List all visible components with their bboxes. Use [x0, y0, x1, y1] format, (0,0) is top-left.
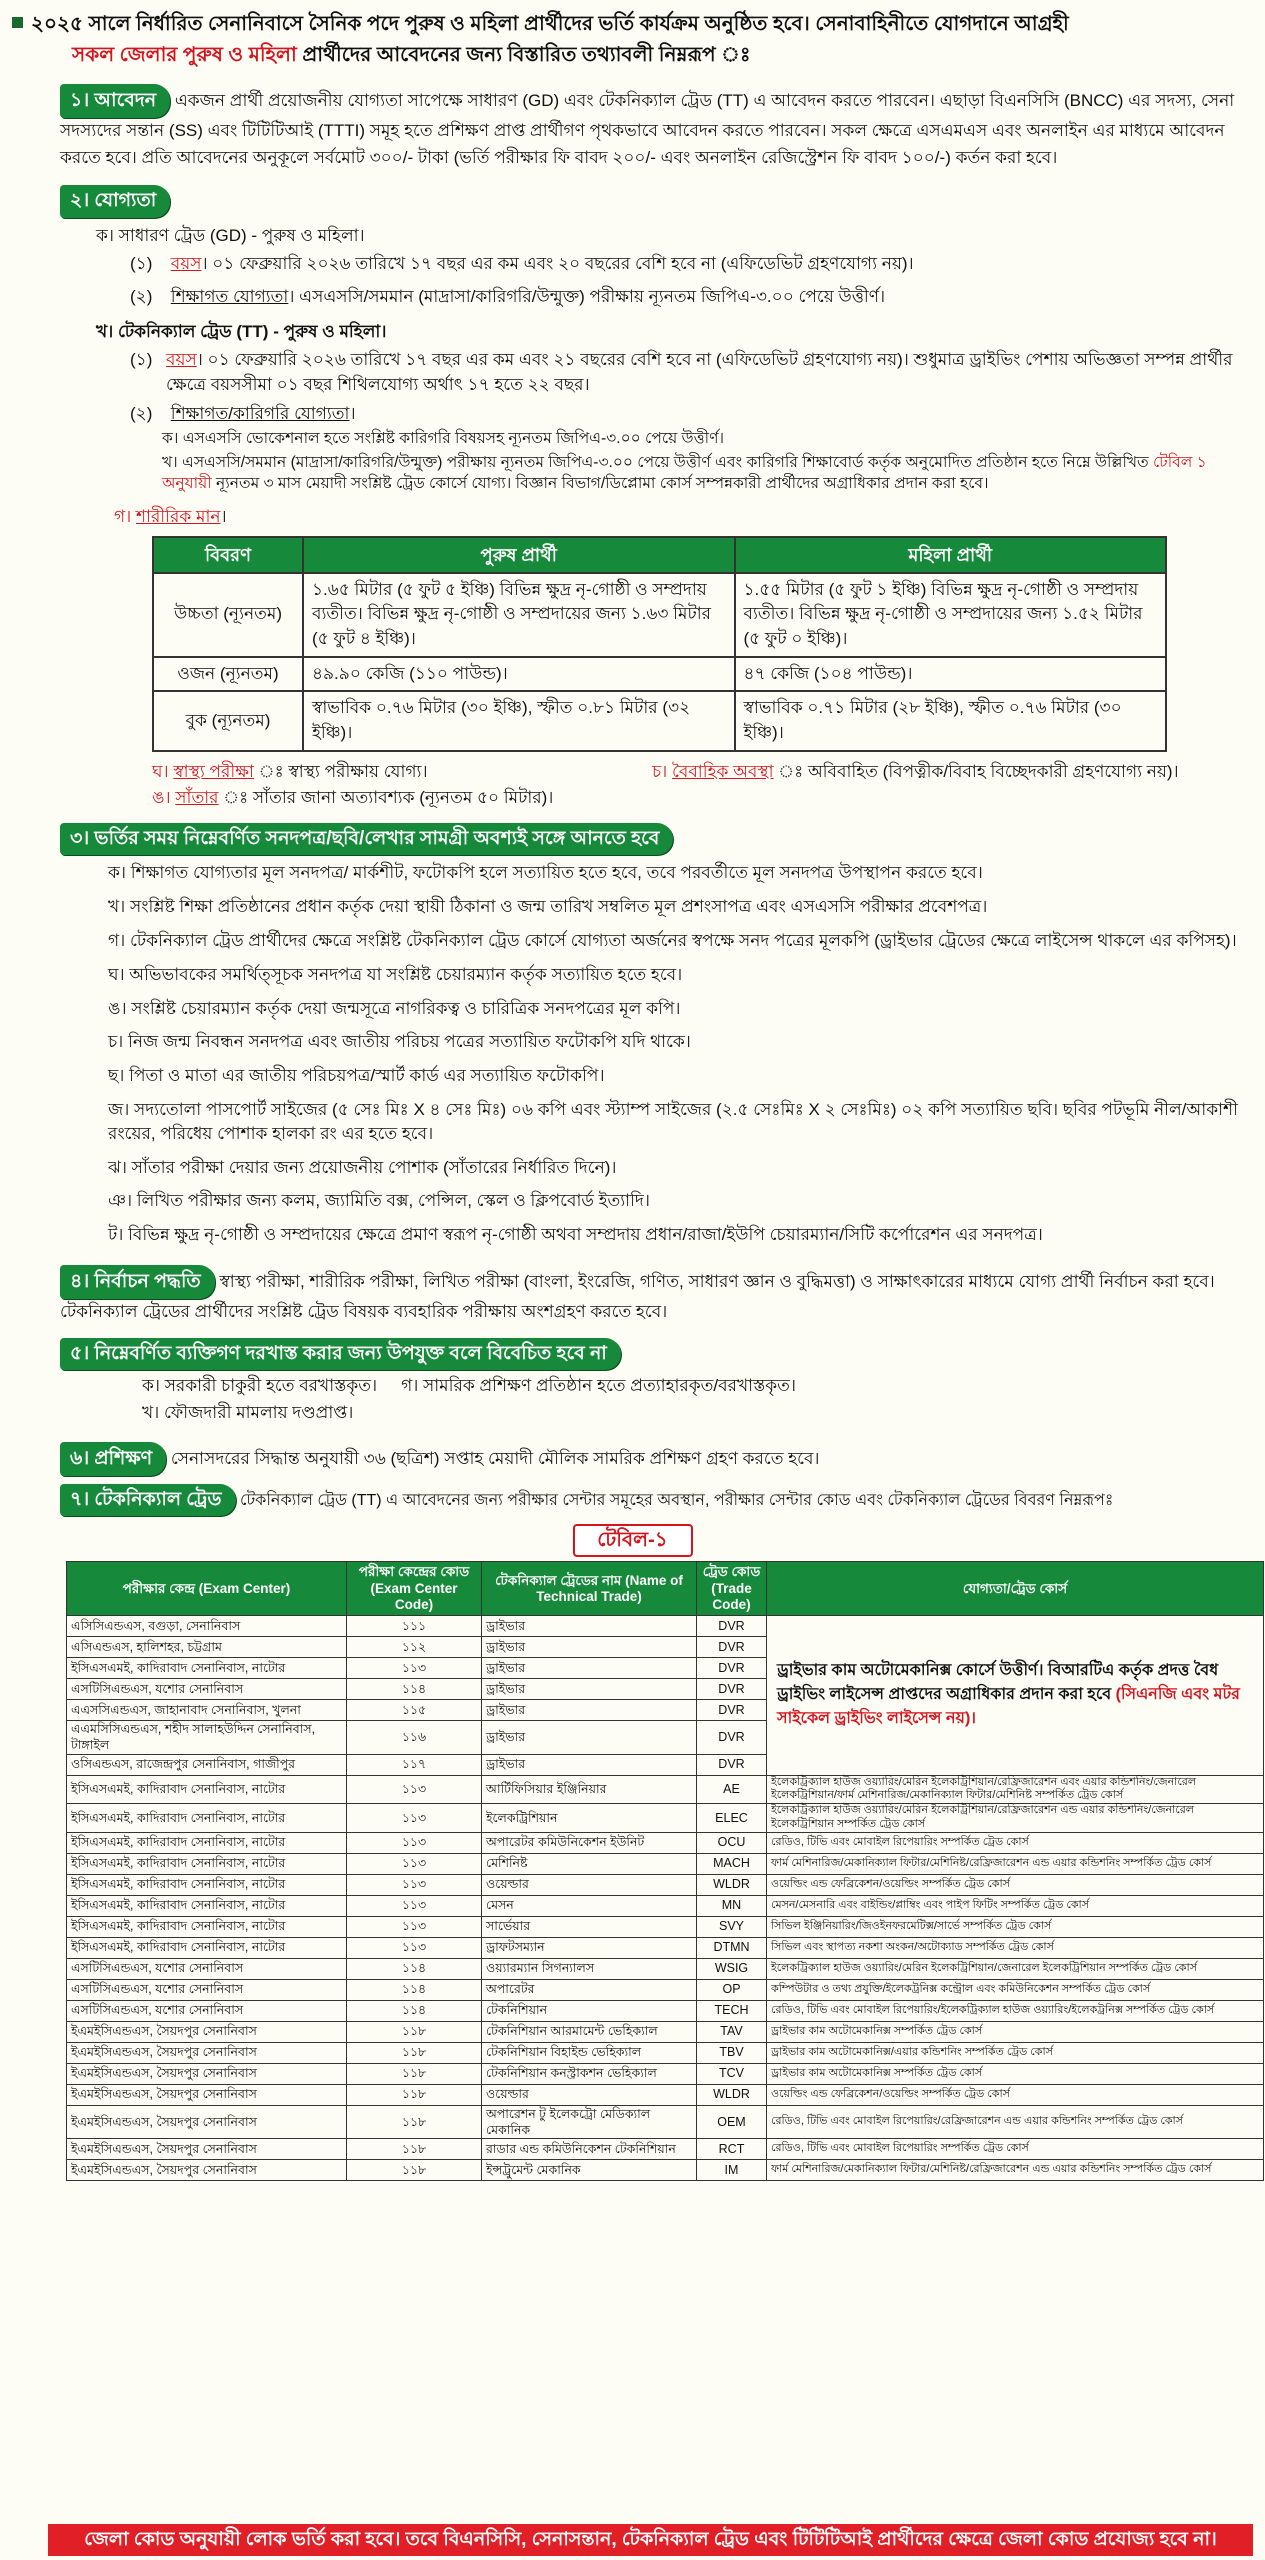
cell-center: ইসিএসএমই, কাদিরাবাদ সেনানিবাস, নাটোর: [67, 1853, 347, 1874]
cell-code: ১১১: [347, 1616, 482, 1637]
cell-trade: ড্রাইভার: [482, 1754, 697, 1775]
cell-trade: মেসন: [482, 1895, 697, 1916]
cell-trade: ওয়েল্ডার: [482, 1874, 697, 1895]
cell-trade: ড্রাইভার: [482, 1700, 697, 1721]
table-row: [67, 1832, 1264, 1853]
cell-course: ফার্ম মেশিনারিজ/মেকানিক্যাল ফিটার/মেশিনিষ্ট/রেফ্রিজারেশন এন্ড এয়ার কন্ডিশনিং সম্পর্কিত ট্রেড কোর্স: [767, 1853, 1264, 1874]
cell-code: ১১৩: [347, 1937, 482, 1958]
cell-center: এসটিসিএন্ডএস, যশোর সেনানিবাস: [67, 1958, 347, 1979]
header-line-2: সকল জেলার পুরুষ ও মহিলা প্রার্থীদের আবেদনের জন্য বিস্তারিত তথ্যাবলী নিম্নরূপ ঃ: [72, 44, 751, 66]
cell-center: এএমসিসিএন্ডএস, শহীদ সালাহউদ্দিন সেনানিবাস, টাঙ্গাইল: [67, 1721, 347, 1755]
cell-trade: ওয়েল্ডার: [482, 2084, 697, 2105]
technical-education: (২) শিক্ষাগত/কারিগরি যোগ্যতা।: [130, 403, 356, 423]
cell-center: ইএমইসিএন্ডএস, সৈয়দপুর সেনানিবাস: [67, 2021, 347, 2042]
table-row: ওজন (ন্যূনতম) ৪৯.৯০ কেজি (১১০ পাউন্ড)। ৪৭ কেজি (১০৪ পাউন্ড)।: [153, 657, 1166, 692]
cell-course: ড্রাইভার কাম অটোমেকানিক্স/এয়ার কন্ডিশনিং সম্পর্কিত ট্রেড কোর্স: [767, 2042, 1264, 2063]
cell-trade: ড্রাইভার: [482, 1679, 697, 1700]
table-1-label: টেবিল-১: [573, 1524, 693, 1557]
cell-code: ১১৮: [347, 2105, 482, 2139]
section-badge-2: ২। যোগ্যতা: [60, 185, 170, 218]
cell-code: ১১৬: [347, 1721, 482, 1755]
cell-center: ইসিএসএমই, কাদিরাবাদ সেনানিবাস, নাটোর: [67, 1916, 347, 1937]
technical-trade-text: টেকনিক্যাল ট্রেড (TT) এ আবেদনের জন্য পরীক্ষার সেন্টার সমূহের অবস্থান, পরীক্ষার সেন্টার কোড এবং টেকনিক্যাল ট্রেডের বিবরণ নিম্নরূপঃ: [239, 1491, 1114, 1509]
general-trade-title: ক। সাধারণ ট্রেড (GD) - পুরুষ ও মহিলা।: [96, 225, 365, 245]
cell-code: ১১৪: [347, 1958, 482, 1979]
section-badge-3: ৩। ভর্তির সময় নিম্নেবর্ণিত সনদপত্র/ছবি/লেখার সামগ্রী অবশ্যই সঙ্গে আনতে হবে: [60, 823, 673, 856]
section-technical-trade: [12, 1484, 1253, 1517]
cell-course: ইলেকট্রিক্যাল হাউজ ওয়্যারিং/মেরিন ইলেকট্রিশিয়ান/রেফ্রিজারেশন এবং এয়ার কন্ডিশনিং/জেনারেল ইলেকট্রিশিয়ান/ফার্ম মেশিনারিজ/মেকানিক্যাল ফিটার/মেশিনিষ্ট সম্পর্কিত ট্রেড কোর্স: [767, 1775, 1264, 1804]
cell-code: ১১৩: [347, 1775, 482, 1804]
col-trade-name: টেকনিক্যাল ট্রেডের নাম (Name of Technical Trade): [482, 1562, 697, 1616]
cell-tcode: DVR: [697, 1679, 767, 1700]
cell-trade: ড্রাইভার: [482, 1658, 697, 1679]
cell-center: এসটিসিএন্ডএস, যশোর সেনানিবাস: [67, 1979, 347, 2000]
section-eligibility: [12, 185, 1253, 218]
cell-trade: ড্রাইভার: [482, 1721, 697, 1755]
cell-course: ওয়েল্ডিং এন্ড ফেব্রিকেশন/ওয়েল্ডিং সম্পর্কিত ট্রেড কোর্স: [767, 1874, 1264, 1895]
training-text: সেনাসদরের সিদ্ধান্ত অনুযায়ী ৩৬ (ছত্রিশ) সপ্তাহ মেয়াদী মৌলিক সামরিক প্রশিক্ষণ গ্রহণ করতে হবে।: [170, 1448, 820, 1468]
list-item: ঝ। সাঁতার পরীক্ষা দেয়ার জন্য প্রয়োজনীয় পোশাক (সাঁতারের নির্ধারিত দিনে)।: [108, 1157, 617, 1177]
physical-standard-table: [152, 536, 1167, 752]
cell-tcode: OEM: [697, 2105, 767, 2139]
cell-trade: ড্রাইভার: [482, 1637, 697, 1658]
table-row: বুক (ন্যূনতম) স্বাভাবিক ০.৭৬ মিটার (৩০ ইঞ্চি), স্ফীত ০.৮১ মিটার (৩২ ইঞ্চি)। স্বাভাবিক ০.৭১ মিটার (২৮ ইঞ্চি), স্ফীত ০.৭৬ মিটার (৩০ ইঞ্চি)।: [153, 691, 1166, 750]
cell-course: সিভিল ইঞ্জিনিয়ারিং/জিওইনফরমেটিক্স/সার্ভে সম্পর্কিত ট্রেড কোর্স: [767, 1916, 1264, 1937]
cell-course: ফার্ম মেশিনারিজ/মেকানিক্যাল ফিটার/মেশিনিষ্ট/রেফ্রিজারেশন এন্ড এয়ার কন্ডিশনিং সম্পর্কিত ট্রেড কোর্স: [767, 2160, 1264, 2181]
table-row: [67, 2000, 1264, 2021]
cell-center: ইসিএসএমই, কাদিরাবাদ সেনানিবাস, নাটোর: [67, 1832, 347, 1853]
col-center-code: পরীক্ষা কেন্দ্রের কোড (Exam Center Code): [347, 1562, 482, 1616]
cell-trade: সার্ভেয়ার: [482, 1916, 697, 1937]
cell-code: ১১৪: [347, 2000, 482, 2021]
selection-text: স্বাস্থ্য পরীক্ষা, শারীরিক পরীক্ষা, লিখিত পরীক্ষা (বাংলা, ইংরেজি, গণিত, সাধারণ জ্ঞান ও বুদ্ধিমত্তা) ও সাক্ষাৎকারের মাধ্যমে যোগ্য প্রার্থী নির্বাচন করা হবে। টেকনিক্যাল ট্রেডের প্রার্থীদের সংশ্লিষ্ট ট্রেড বিষয়ক ব্যবহারিক পরীক্ষায় অংশগ্রহণ করতে হবে।: [60, 1271, 1215, 1322]
cell-tcode: TCV: [697, 2063, 767, 2084]
cell-course: রেডিও, টিভি এবং মোবাইল রিপেয়ারিং সম্পর্কিত ট্রেড কোর্স: [767, 2139, 1264, 2160]
list-item: গ। টেকনিক্যাল ট্রেড প্রার্থীদের ক্ষেত্রে সংশ্লিষ্ট টেকনিক্যাল ট্রেড কোর্সে যোগ্যতা অর্জনের স্বপক্ষে সনদ পত্রের মূলকপি (ড্রাইভার ট্রেডের ক্ষেত্রে লাইসেন্স থাকলে এর কপিসহ)।: [108, 930, 1237, 950]
list-item: ঙ। সংশ্লিষ্ট চেয়ারম্যান কর্তৃক দেয়া জন্মসূত্রে নাগরিকত্ব ও চারিত্রিক সনদপত্রের মূল কপি।: [108, 998, 681, 1018]
table-row: [67, 1979, 1264, 2000]
cell-tcode: DVR: [697, 1721, 767, 1755]
cell-code: ১১৫: [347, 1700, 482, 1721]
section-badge-1: ১। আবেদন: [60, 84, 170, 118]
cell-course: ইলেকট্রিক্যাল হাউজ ওয়্যারিং/মেরিন ইলেকট্রিশিয়ান/জেনারেল ইলেকট্রিশিয়ান সম্পর্কিত ট্রেড কোর্স: [767, 1958, 1264, 1979]
cell-tcode: ELEC: [697, 1804, 767, 1833]
section-badge-4: ৪। নির্বাচন পদ্ধতি: [60, 1265, 215, 1299]
cell-center: ইএমইসিএন্ডএস, সৈয়দপুর সেনানিবাস: [67, 2063, 347, 2084]
section-badge-7: ৭। টেকনিক্যাল ট্রেড: [60, 1484, 236, 1517]
cell-trade: মেশিনিষ্ট: [482, 1853, 697, 1874]
cell-center: ইএমইসিএন্ডএস, সৈয়দপুর সেনানিবাস: [67, 2105, 347, 2139]
cell-tcode: DVR: [697, 1637, 767, 1658]
cell-code: ১১৩: [347, 1895, 482, 1916]
cell-course: সিভিল এবং স্থাপত্য নকশা অংকন/অটোক্যাড সম্পর্কিত ট্রেড কোর্স: [767, 1937, 1264, 1958]
cell-tcode: DTMN: [697, 1937, 767, 1958]
list-item: জ। সদ্যতোলা পাসপোর্ট সাইজের (৫ সেঃ মিঃ X ৪ সেঃ মিঃ) ০৬ কপি এবং স্ট্যাম্প সাইজের (২.৫ সেঃমিঃ X ২ সেঃমিঃ) ০২ কপি সত্যায়িত ছবি। ছবির পটভূমি নীল/আকাশী রংয়ের, পরিধেয় পোশাক হালকা রং এর হতে হবে।: [108, 1099, 1238, 1143]
cell-course: ইলেকট্রিক্যাল হাউজ ওয়্যারিং/মেরিন ইলেকট্রিশিয়ান/রেফ্রিজারেশন এন্ড এয়ার কন্ডিশনিং/জেনারেল ইলেকট্রিশিয়ান সম্পর্কিত ট্রেড কোর্স: [767, 1804, 1264, 1833]
table-row: [67, 1916, 1264, 1937]
cell-course: ড্রাইভার কাম অটোমেকানিক্স সম্পর্কিত ট্রেড কোর্স: [767, 2063, 1264, 2084]
cell-tcode: OP: [697, 1979, 767, 2000]
col-exam-center: পরীক্ষার কেন্দ্র (Exam Center): [67, 1562, 347, 1616]
list-item: ক। শিক্ষাগত যোগ্যতার মূল সনদপত্র/ মার্কশীট, ফটোকপি হলে সত্যায়িত হতে হবে, তবে পরবর্তীতে মূল সনদপত্র উপস্থাপন করতে হবে।: [108, 863, 983, 883]
section-badge-6: ৬। প্রশিক্ষণ: [60, 1442, 166, 1476]
table-row: [67, 1958, 1264, 1979]
list-item: ঘ। অভিভাবকের সমর্থিত্সূচক সনদপত্র যা সংশ্লিষ্ট চেয়ারম্যান কর্তৃক সত্যায়িত হতে হবে।: [108, 964, 683, 984]
cell-course: কম্পিউটার ও তথ্য প্রযুক্তি/ইলেকট্রনিক্স কন্ট্রোল এবং কমিউনিকেশন সম্পর্কিত ট্রেড কোর্স: [767, 1979, 1264, 2000]
table-row: [67, 1937, 1264, 1958]
cell-code: ১১৩: [347, 1804, 482, 1833]
cell-trade: অপারেটর: [482, 1979, 697, 2000]
technical-education-a: ক। এসএসসি ভোকেশনাল হতে সংশ্লিষ্ট কারিগরি বিষয়সহ ন্যূনতম জিপিএ-৩.০০ পেয়ে উত্তীর্ণ।: [162, 430, 725, 448]
ineligible-row-2: খ। ফৌজদারী মামলায় দণ্ডপ্রাপ্ত।: [142, 1402, 354, 1422]
cell-code: ১১২: [347, 1637, 482, 1658]
physical-standard-title: গ। শারীরিক মান।: [114, 506, 227, 526]
table-row: [67, 2063, 1264, 2084]
cell-center: ইসিএসএমই, কাদিরাবাদ সেনানিবাস, নাটোর: [67, 1874, 347, 1895]
section-documents: [12, 823, 1253, 856]
cell-tcode: MN: [697, 1895, 767, 1916]
cell-center: এসটিসিএন্ডএস, যশোর সেনানিবাস: [67, 1679, 347, 1700]
cell-course: ড্রাইভার কাম অটোমেকানিক্স সম্পর্কিত ট্রেড কোর্স: [767, 2021, 1264, 2042]
cell-code: ১১৮: [347, 2084, 482, 2105]
table-row: [67, 2160, 1264, 2181]
table-row: [67, 1775, 1264, 1804]
general-education: (২) শিক্ষাগত যোগ্যতা। এসএসসি/সমমান (মাদ্রাসা/কারিগরি/উন্মুক্ত) পরীক্ষায় ন্যূনতম জিপিএ-৩.০০ পেয়ে উত্তীর্ণ।: [130, 286, 886, 306]
cell-tcode: WLDR: [697, 2084, 767, 2105]
table-row: [67, 2042, 1264, 2063]
cell-trade: আর্টিফিসিয়ার ইঞ্জিনিয়ার: [482, 1775, 697, 1804]
list-item: ট। বিভিন্ন ক্ষুদ্র নৃ-গোষ্ঠী ও সম্প্রদায়ের ক্ষেত্রে প্রমাণ স্বরূপ নৃ-গোষ্ঠী অথবা সম্প্রদায় প্রধান/রাজা/ইউপি চেয়ারম্যান/সিটি কর্পোরেশন এর সনদপত্র।: [108, 1225, 1043, 1245]
cell-trade: রাডার এন্ড কমিউনিকেশন টেকনিশিয়ান: [482, 2139, 697, 2160]
cell-tcode: TAV: [697, 2021, 767, 2042]
cell-trade: ড্রাফটসম্যান: [482, 1937, 697, 1958]
cell-code: ১১৭: [347, 1754, 482, 1775]
cell-trade: অপারেটর কমিউনিকেশন ইউনিট: [482, 1832, 697, 1853]
cell-driver-course: ড্রাইভার কাম অটোমেকানিক্স কোর্সে উত্তীর্ণ। বিআরটিএ কর্তৃক প্রদত্ত বৈধ ড্রাইভিং লাইসেন্স প্রাপ্তদের অগ্রাধিকার প্রদান করা হবে (সিএনজি এবং মটর সাইকেল ড্রাইভিং লাইসেন্স নয়)।: [767, 1616, 1264, 1776]
cell-course: ওয়েল্ডিং এন্ড ফেব্রিকেশন/ওয়েল্ডিং সম্পর্কিত ট্রেড কোর্স: [767, 2084, 1264, 2105]
cell-code: ১১৩: [347, 1916, 482, 1937]
cell-tcode: TBV: [697, 2042, 767, 2063]
cell-code: ১১৩: [347, 1658, 482, 1679]
cell-tcode: OCU: [697, 1832, 767, 1853]
cell-course: রেডিও, টিভি এবং মোবাইল রিপেয়ারিং/ইলেকট্রিক্যাল হাউজ ওয়্যারিং/ইলেকট্রনিক্স সম্পর্কিত ট্রেড কোর্স: [767, 2000, 1264, 2021]
cell-trade: টেকনিশিয়ান বিহাইন্ড ভেহিক্যাল: [482, 2042, 697, 2063]
table-row: [67, 1804, 1264, 1833]
cell-center: এসিসিএন্ডএস, বগুড়া, সেনানিবাস: [67, 1616, 347, 1637]
cell-tcode: TECH: [697, 2000, 767, 2021]
cell-center: ইএমইসিএন্ডএস, সৈয়দপুর সেনানিবাস: [67, 2139, 347, 2160]
list-item: খ। সংশ্লিষ্ট শিক্ষা প্রতিষ্ঠানের প্রধান কর্তৃক দেয়া স্থায়ী ঠিকানা ও জন্ম তারিখ সম্বলিত মূল প্রশংসাপত্র এবং এসএসসি পরীক্ষার প্রবেশপত্র।: [108, 897, 988, 917]
cell-code: ১১৩: [347, 1832, 482, 1853]
cell-trade: টেকনিশিয়ান আরমামেন্ট ভেহিক্যাল: [482, 2021, 697, 2042]
cell-course: রেডিও, টিভি এবং মোবাইল রিপেয়ারিং সম্পর্কিত ট্রেড কোর্স: [767, 1832, 1264, 1853]
cell-code: ১১৩: [347, 1853, 482, 1874]
table-row: [67, 1895, 1264, 1916]
cell-trade: ড্রাইভার: [482, 1616, 697, 1637]
technical-age: (১) বয়স। ০১ ফেব্রুয়ারি ২০২৬ তারিখে ১৭ বছর এর কম এবং ২১ বছরের বেশি হবে না (এফিডেভিট গ্রহণযোগ্য নয়)। শুধুমাত্র ড্রাইভিং পেশায় অভিজ্ঞতা সম্পন্ন প্রার্থীর ক্ষেত্রে বয়সসীমা ০১ বছর শিথিলযোগ্য অর্থাৎ ১৭ হতে ২২ বছর।: [130, 350, 1233, 394]
cell-center: ওসিএন্ডএস, রাজেন্দ্রপুর সেনানিবাস, গাজীপুর: [67, 1754, 347, 1775]
cell-tcode: AE: [697, 1775, 767, 1804]
application-text: একজন প্রার্থী প্রয়োজনীয় যোগ্যতা সাপেক্ষে সাধারণ (GD) এবং টেকনিক্যাল ট্রেড (TT) এ আবেদন করতে পারবেন। এছাড়া বিএনসিসি (BNCC) এর সদস্য, সেনা সদস্যদের সন্তান (SS) এবং টিটিটিআই (TTTI) সমূহ হতে প্রশিক্ষণ প্রাপ্ত প্রার্থীগণ পৃথকভাবে আবেদন করতে পারবেন। সকল ক্ষেত্রে এসএমএস এবং অনলাইন এর মাধ্যমে আবেদন করতে হবে। প্রতি আবেদনের অনুকূলে সর্বমোট ৩০০/- টাকা (ভর্তি পরীক্ষার ফি বাবদ ২০০/- এবং অনলাইন রেজিস্ট্রেশন ফি বাবদ ১০০/-) কর্তন করা হবে।: [60, 91, 1235, 167]
general-age: (১) বয়স। ০১ ফেব্রুয়ারি ২০২৬ তারিখে ১৭ বছর এর কম এবং ২০ বছরের বেশি হবে না (এফিডেভিট গ্রহণযোগ্য নয়)।: [130, 254, 914, 274]
health-marital: [12, 760, 1253, 785]
technical-trade-table: [66, 1561, 1264, 2181]
cell-trade: ইলেকট্রিশিয়ান: [482, 1804, 697, 1833]
driver-license-note: (সিএনজি এবং মটর সাইকেল ড্রাইভিং লাইসেন্স নয়)।: [777, 1686, 1240, 1728]
section-selection: [12, 1265, 1253, 1326]
district-code-notice: জেলা কোড অনুযায়ী লোক ভর্তি করা হবে। তবে বিএনসিসি, সেনাসন্তান, টেকনিক্যাল ট্রেড এবং টিটিটিআই প্রার্থীদের ক্ষেত্রে জেলা কোড প্রযোজ্য হবে না।: [48, 2524, 1253, 2556]
cell-trade: টেকনিশিয়ান: [482, 2000, 697, 2021]
cell-center: ইসিএসএমই, কাদিরাবাদ সেনানিবাস, নাটোর: [67, 1658, 347, 1679]
cell-tcode: DVR: [697, 1616, 767, 1637]
cell-trade: টেকনিশিয়ান কনস্ট্রাকশন ভেহিক্যাল: [482, 2063, 697, 2084]
cell-center: ইসিএসএমই, কাদিরাবাদ সেনানিবাস, নাটোর: [67, 1804, 347, 1833]
cell-center: ইএমইসিএন্ডএস, সৈয়দপুর সেনানিবাস: [67, 2160, 347, 2181]
cell-center: ইসিএসএমই, কাদিরাবাদ সেনানিবাস, নাটোর: [67, 1775, 347, 1804]
cell-tcode: DVR: [697, 1754, 767, 1775]
list-item: চ। নিজ জন্ম নিবন্ধন সনদপত্র এবং জাতীয় পরিচয় পত্রের সত্যায়িত ফটোকপি যদি থাকে।: [108, 1032, 691, 1052]
table-row: [67, 1853, 1264, 1874]
cell-code: ১১৮: [347, 2139, 482, 2160]
section-training: [12, 1442, 1253, 1476]
cell-code: ১১৮: [347, 2042, 482, 2063]
cell-trade: ওয়্যারম্যান সিগন্যালস: [482, 1958, 697, 1979]
cell-tcode: DVR: [697, 1658, 767, 1679]
table-row: [67, 2105, 1264, 2139]
cell-center: ইসিএসএমই, কাদিরাবাদ সেনানিবাস, নাটোর: [67, 1895, 347, 1916]
documents-list: [12, 861, 1253, 1247]
section-ineligible: [12, 1338, 1253, 1371]
table-row: উচ্চতা (ন্যূনতম) ১.৬৫ মিটার (৫ ফুট ৫ ইঞ্চি) বিভিন্ন ক্ষুদ্র নৃ-গোষ্ঠী ও সম্প্রদায় ব্যতীত। বিভিন্ন ক্ষুদ্র নৃ-গোষ্ঠী ও সম্প্রদায়ের জন্য ১.৬৩ মিটার (৫ ফুট ৪ ইঞ্চি)। ১.৫৫ মিটার (৫ ফুট ১ ইঞ্চি) বিভিন্ন ক্ষুদ্র নৃ-গোষ্ঠী ও সম্প্রদায় ব্যতীত। বিভিন্ন ক্ষুদ্র নৃ-গোষ্ঠী ও সম্প্রদায়ের জন্য ১.৫২ মিটার (৫ ফুট ০ ইঞ্চি)।: [153, 573, 1166, 657]
header-line-1: ২০২৫ সালে নির্ধারিত সেনানিবাসে সৈনিক পদে পুরুষ ও মহিলা প্রার্থীদের ভর্তি কার্যক্রম অনুষ্ঠিত হবে। সেনাবাহিনীতে যোগদানে আগ্রহী: [12, 10, 1253, 39]
technical-trade-title: খ। টেকনিক্যাল ট্রেড (TT) - পুরুষ ও মহিলা।: [96, 321, 387, 341]
table-row: [67, 2021, 1264, 2042]
cell-tcode: WLDR: [697, 1874, 767, 1895]
header-highlight: সকল জেলার পুরুষ ও মহিলা: [72, 44, 297, 66]
cell-trade: ইন্সট্রুমেন্ট মেকানিক: [482, 2160, 697, 2181]
table-row: [67, 1616, 1264, 1637]
cell-course: মেসন/মেসনারি এবং বাইন্ডিং/প্লাম্বিং এবং পাইপ ফিটিং সম্পর্কিত ট্রেড কোর্স: [767, 1895, 1264, 1916]
cell-center: এসিএন্ডএস, হালিশহর, চট্টগ্রাম: [67, 1637, 347, 1658]
list-item: ছ। পিতা ও মাতা এর জাতীয় পরিচয়পত্র/স্মার্ট কার্ড এর সত্যায়িত ফটোকপি।: [108, 1066, 605, 1086]
cell-center: ইএমইসিএন্ডএস, সৈয়দপুর সেনানিবাস: [67, 2084, 347, 2105]
col-course: যোগ্যতা/ট্রেড কোর্স: [767, 1562, 1264, 1616]
cell-tcode: DVR: [697, 1700, 767, 1721]
col-female: মহিলা প্রার্থী: [735, 537, 1167, 573]
col-male: পুরুষ প্রার্থী: [303, 537, 735, 573]
marital-status: চ। বৈবাহিক অবস্থা ঃ অবিবাহিত (বিপত্নীক/বিবাহ বিচ্ছেদকারী গ্রহণযোগ্য নয়)।: [652, 761, 1179, 781]
col-description: বিবরণ: [153, 537, 303, 573]
cell-code: ১১৪: [347, 1679, 482, 1700]
bullet-square-icon: [12, 17, 23, 28]
cell-tcode: SVY: [697, 1916, 767, 1937]
cell-tcode: WSIG: [697, 1958, 767, 1979]
cell-tcode: RCT: [697, 2139, 767, 2160]
list-item: ঞ। লিখিত পরীক্ষার জন্য কলম, জ্যামিতি বক্স, পেন্সিল, স্কেল ও ক্লিপবোর্ড ইত্যাদি।: [108, 1191, 650, 1211]
cell-tcode: IM: [697, 2160, 767, 2181]
cell-center: ইসিএসএমই, কাদিরাবাদ সেনানিবাস, নাটোর: [67, 1937, 347, 1958]
col-trade-code: ট্রেড কোড (Trade Code): [697, 1562, 767, 1616]
ineligible-row-1: ক। সরকারী চাকুরী হতে বরখাস্তকৃত। গ। সামরিক প্রশিক্ষণ প্রতিষ্ঠান হতে প্রত্যাহারকৃত/বরখাস্তকৃত।: [142, 1376, 797, 1396]
cell-code: ১১৮: [347, 2021, 482, 2042]
cell-trade: অপারেশন টু ইলেকট্রো মেডিক্যাল মেকানিক: [482, 2105, 697, 2139]
section-application: [12, 84, 1253, 171]
health-test: ঘ। স্বাস্থ্য পরীক্ষা ঃ স্বাস্থ্য পরীক্ষায় যোগ্য।: [152, 761, 428, 781]
swimming: ঙ। সাঁতার ঃ সাঁতার জানা অত্যাবশ্যক (ন্যূনতম ৫০ মিটার)।: [152, 788, 554, 808]
cell-center: ইএমইসিএন্ডএস, সৈয়দপুর সেনানিবাস: [67, 2042, 347, 2063]
cell-code: ১১৪: [347, 1979, 482, 2000]
table-row: [67, 2139, 1264, 2160]
table-row: [67, 2084, 1264, 2105]
cell-center: এএসসিএন্ডএস, জাহানাবাদ সেনানিবাস, খুলনা: [67, 1700, 347, 1721]
cell-code: ১১৩: [347, 1874, 482, 1895]
cell-center: এসটিসিএন্ডএস, যশোর সেনানিবাস: [67, 2000, 347, 2021]
cell-code: ১১৮: [347, 2063, 482, 2084]
section-badge-5: ৫। নিম্নেবর্ণিত ব্যক্তিগণ দরখাস্ত করার জন্য উপযুক্ত বলে বিবেচিত হবে না: [60, 1338, 621, 1371]
cell-tcode: MACH: [697, 1853, 767, 1874]
cell-code: ১১৮: [347, 2160, 482, 2181]
cell-course: রেডিও, টিভি এবং মোবাইল রিপেয়ারিং/রেফ্রিজারেশন এন্ড এয়ার কন্ডিশনিং সম্পর্কিত ট্রেড কোর্স: [767, 2105, 1264, 2139]
table-1-reference: টেবিল ১ অনুযায়ী: [162, 454, 1207, 492]
table-row: [67, 1874, 1264, 1895]
technical-education-b: খ। এসএসসি/সমমান (মাদ্রাসা/কারিগরি/উন্মুক্ত) পরীক্ষায় ন্যূনতম জিপিএ-৩.০০ পেয়ে উত্তীর্ণ এবং কারিগরি শিক্ষাবোর্ড কর্তৃক অনুমোদিত প্রতিষ্ঠান হতে নিম্নে উল্লিখিত টেবিল ১ অনুযায়ী ন্যূনতম ৩ মাস মেয়াদী সংশ্লিষ্ট ট্রেড কোর্সে যোগ্য। বিজ্ঞান বিভাগ/ডিপ্লোমা কোর্স সম্পন্নকারী প্রার্থীদের অগ্রাধিকার প্রদান করা হবে।: [162, 454, 1207, 492]
